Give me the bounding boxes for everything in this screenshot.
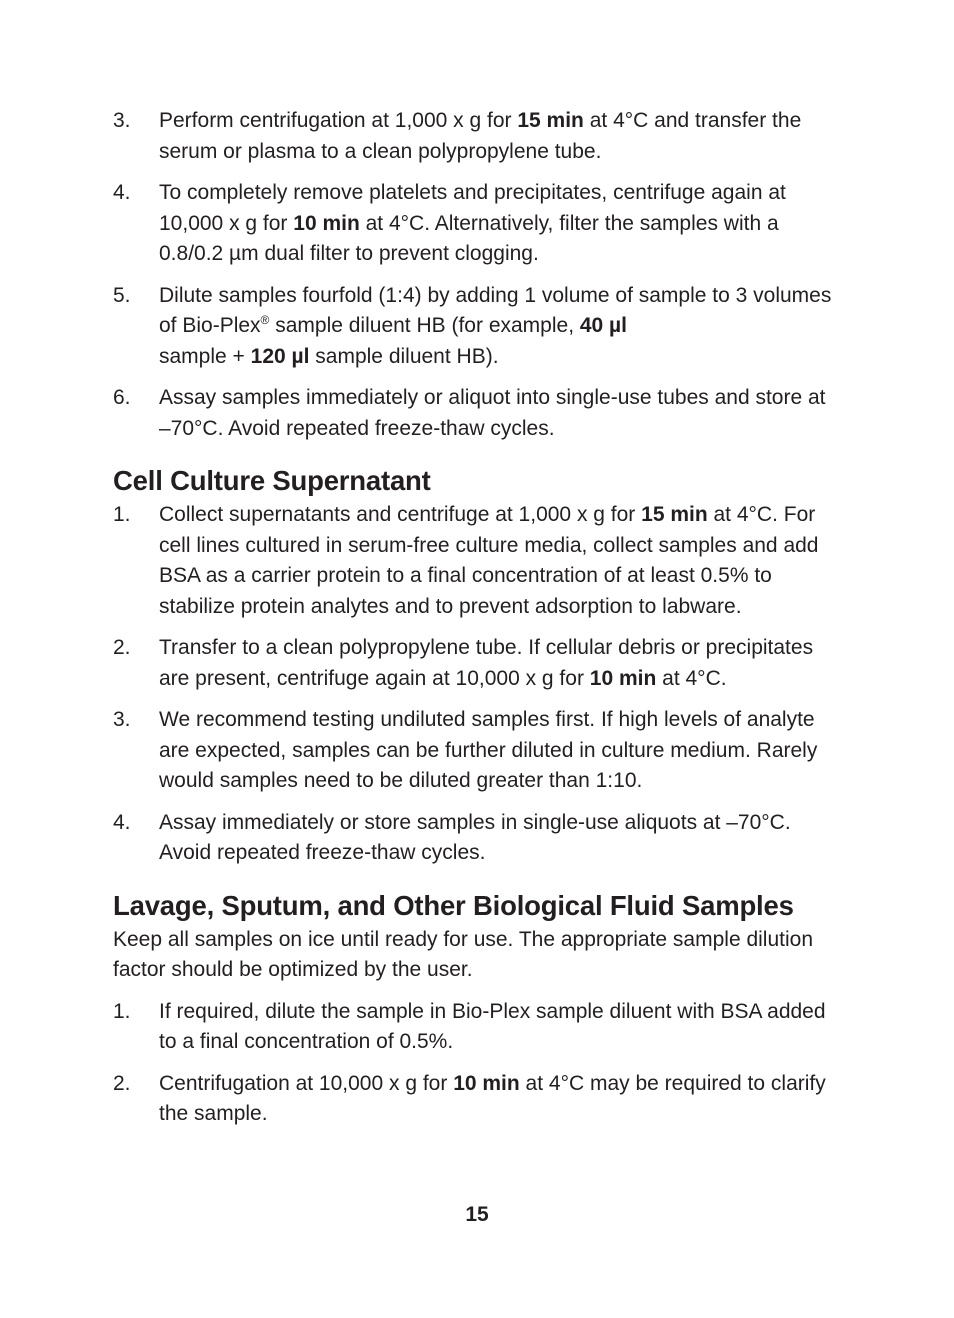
step-text: Collect supernatants and centrifuge at 1,000 x g for 15 min at 4°C. For cell lines cultured in serum-free culture media, collect samples and add BSA as a carrier protein to a final concentration of at least 0.5% to stabilize protein analytes and to prevent adsorption to labware. — [159, 503, 819, 618]
emphasis: 10 min — [589, 666, 657, 690]
step-text: We recommend testing undiluted samples first. If high levels of analyte are expected, samples can be further diluted in culture medium. Rarely would samples need to be diluted greater than 1:10. — [159, 708, 818, 792]
step-text: To completely remove platelets and precipitates, centrifuge again at 10,000 x g for 10 min at 4°C. Alternatively, filter the samples with a 0.8/0.2 µm dual filter to prevent clogging. — [159, 181, 786, 265]
list-item — [113, 997, 843, 1058]
step-number: 1. — [113, 503, 131, 526]
emphasis: 10 min — [293, 211, 360, 235]
list-item — [113, 500, 843, 622]
step-number: 2. — [113, 1071, 131, 1095]
step-number: 4. — [113, 181, 131, 204]
emphasis: 40 µl — [579, 314, 627, 337]
step-text: Dilute samples fourfold (1:4) by adding 1 volume of sample to 3 volumes of Bio-Plex® sample diluent HB (for example, 40 µl sample + 120 µl sample diluent HB). — [159, 283, 832, 368]
emphasis: 15 min — [517, 109, 584, 132]
section-intro: Keep all samples on ice until ready for use. The appropriate sample dilution factor should be optimized by the user. — [113, 927, 814, 981]
list-item — [113, 705, 843, 797]
list-item — [113, 106, 843, 167]
step-number: 3. — [113, 708, 131, 731]
step-text: Assay samples immediately or aliquot into single-use tubes and store at –70°C. Avoid repeated freeze-thaw cycles. — [159, 386, 826, 440]
step-text: Perform centrifugation at 1,000 x g for 15 min at 4°C and transfer the serum or plasma to a clean polypropylene tube. — [159, 109, 802, 163]
emphasis: 10 min — [453, 1071, 520, 1095]
emphasis: 15 min — [641, 503, 708, 526]
serum-plasma-steps — [113, 106, 843, 444]
cell-culture-steps — [113, 500, 843, 869]
list-item — [113, 808, 843, 869]
lavage-steps — [113, 997, 843, 1130]
list-item — [113, 1069, 843, 1130]
list-item — [113, 281, 843, 373]
section-heading-cell-culture: Cell Culture Supernatant — [113, 465, 431, 496]
page-content — [113, 106, 843, 1141]
step-number: 4. — [113, 810, 131, 834]
page-number: 15 — [465, 1203, 489, 1226]
step-text: If required, dilute the sample in Bio-Plex sample diluent with BSA added to a final concentration of 0.5%. — [159, 999, 826, 1053]
section-heading-lavage: Lavage, Sputum, and Other Biological Fluid Samples — [113, 889, 794, 921]
step-number: 5. — [113, 283, 131, 307]
step-number: 1. — [113, 999, 131, 1023]
registered-mark: ® — [260, 313, 270, 327]
step-number: 2. — [113, 636, 131, 659]
step-number: 6. — [113, 386, 131, 409]
list-item — [113, 383, 843, 444]
list-item — [113, 633, 843, 694]
step-text: Assay immediately or store samples in single-use aliquots at –70°C. Avoid repeated freeze-thaw cycles. — [159, 810, 791, 864]
step-number: 3. — [113, 109, 131, 132]
emphasis: 120 µl — [250, 344, 310, 368]
list-item — [113, 178, 843, 270]
step-text: Centrifugation at 10,000 x g for 10 min at 4°C may be required to clarify the sample. — [159, 1071, 826, 1125]
step-text: Transfer to a clean polypropylene tube. If cellular debris or precipitates are present, centrifuge again at 10,000 x g for 10 min at 4°C. — [159, 636, 814, 690]
